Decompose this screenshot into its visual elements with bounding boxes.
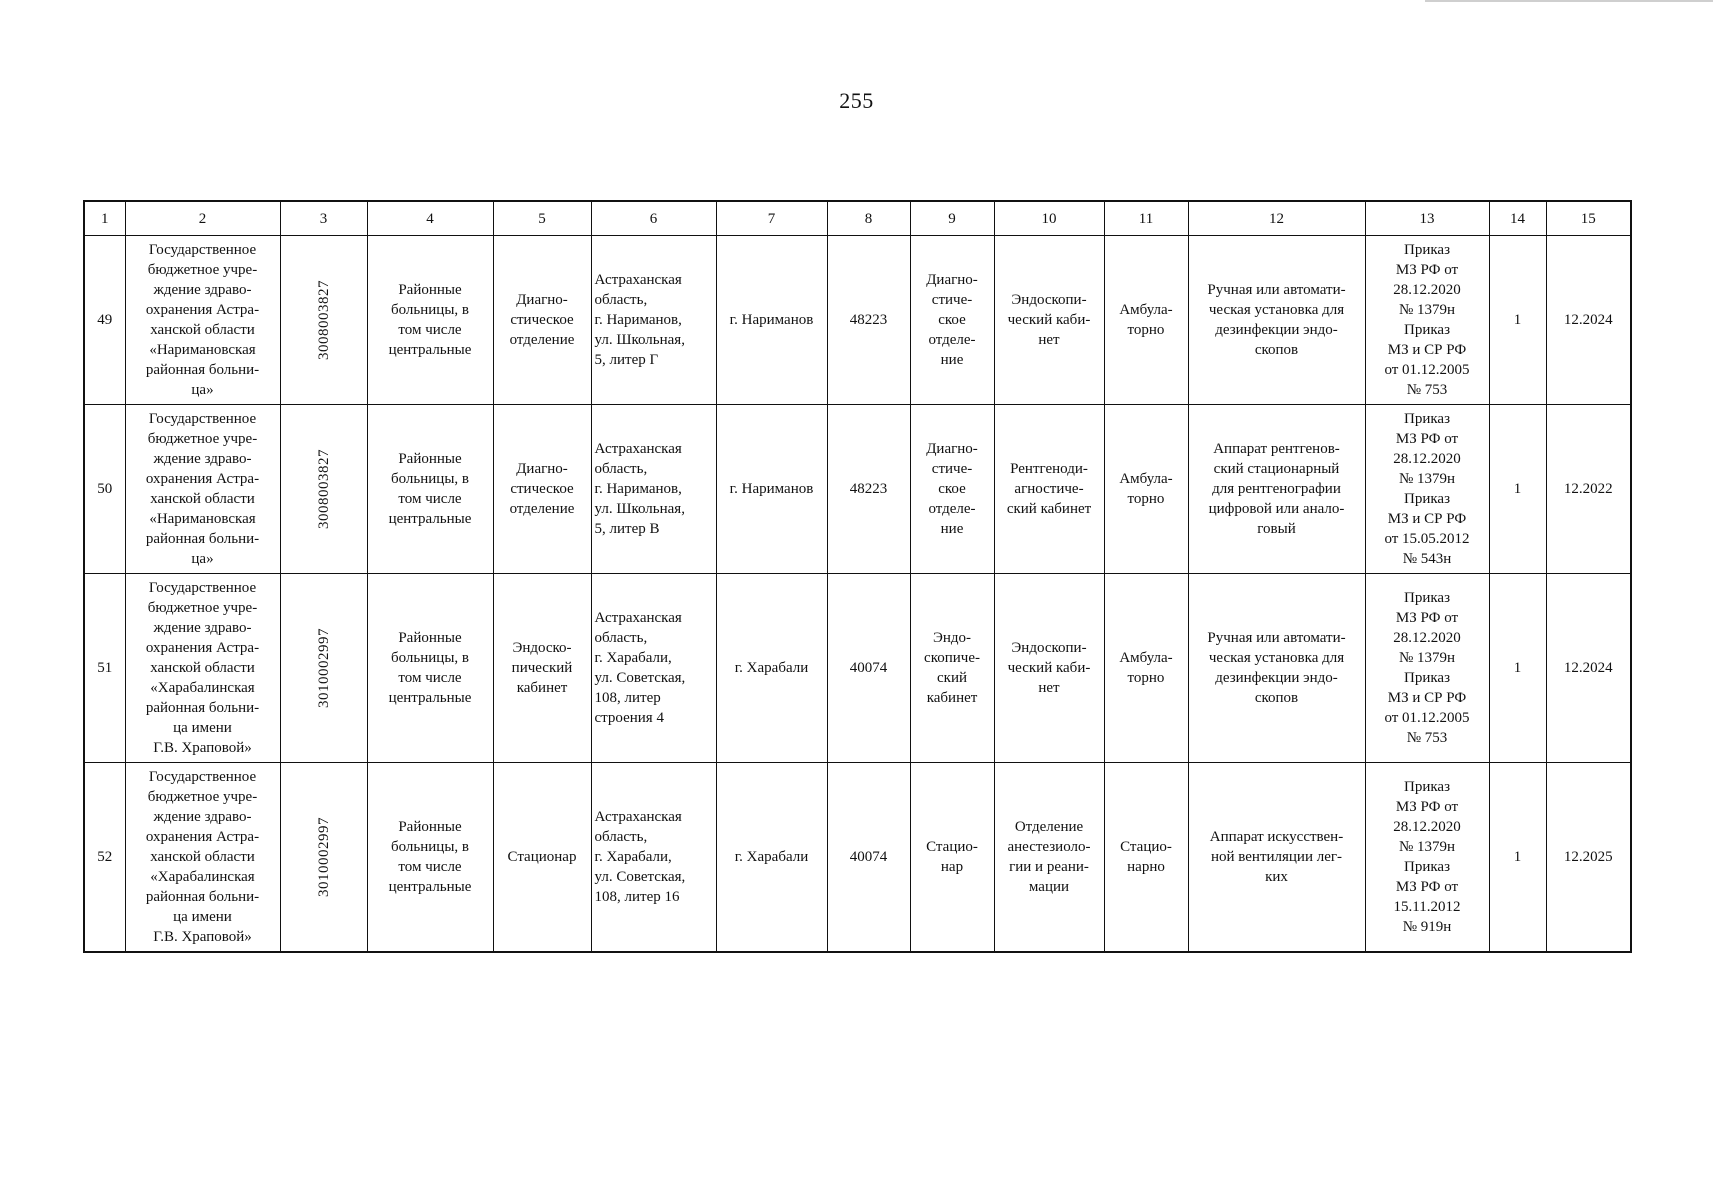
- delivery-date: 12.2022: [1546, 405, 1631, 574]
- equipment: Ручная или автомати- ческая установка для дезинфекции эндо- скопов: [1188, 236, 1365, 405]
- division: Стационар: [493, 763, 591, 953]
- care-mode: Стацио- нарно: [1104, 763, 1188, 953]
- equipment: Аппарат рентгенов- ский стационарный для рентгенографии цифровой или анало- говый: [1188, 405, 1365, 574]
- oktmo-code: 48223: [827, 405, 910, 574]
- column-number: 9: [910, 201, 994, 236]
- organization-code: [280, 236, 367, 405]
- city: г. Харабали: [716, 763, 827, 953]
- regulation-order: Приказ МЗ РФ от 28.12.2020 № 1379н Приказ МЗ и СР РФ от 01.12.2005 № 753: [1365, 236, 1489, 405]
- oktmo-code: 40074: [827, 574, 910, 763]
- organization-name: Государственное бюджетное учре- ждение здраво- охранения Астра- ханской области «Харабалинская районная больни- ца имени Г.В. Храповой»: [125, 574, 280, 763]
- city: г. Нариманов: [716, 236, 827, 405]
- row-number: 50: [84, 405, 125, 574]
- organization-code: [280, 763, 367, 953]
- division: Диагно- стическое отделение: [493, 236, 591, 405]
- oktmo-code: 40074: [827, 763, 910, 953]
- column-number: 5: [493, 201, 591, 236]
- quantity: 1: [1489, 574, 1546, 763]
- address: Астраханская область, г. Нариманов, ул. Школьная, 5, литер Г: [591, 236, 716, 405]
- row-number: 51: [84, 574, 125, 763]
- organization-code-text: 3008003827: [315, 449, 332, 529]
- delivery-date: 12.2025: [1546, 763, 1631, 953]
- column-number: 7: [716, 201, 827, 236]
- table-row: [84, 763, 1631, 953]
- column-number: 8: [827, 201, 910, 236]
- column-number: 11: [1104, 201, 1188, 236]
- column-number: 10: [994, 201, 1104, 236]
- quantity: 1: [1489, 763, 1546, 953]
- column-number-row: [84, 201, 1631, 236]
- quantity: 1: [1489, 236, 1546, 405]
- room: Эндоскопи- ческий каби- нет: [994, 236, 1104, 405]
- care-mode: Амбула- торно: [1104, 574, 1188, 763]
- column-number: 14: [1489, 201, 1546, 236]
- facility-type: Районные больницы, в том числе центральные: [367, 763, 493, 953]
- organization-name: Государственное бюджетное учре- ждение здраво- охранения Астра- ханской области «Наримановская районная больни- ца»: [125, 405, 280, 574]
- column-number: 1: [84, 201, 125, 236]
- structural-unit: Диагно- стиче- ское отделе- ние: [910, 405, 994, 574]
- column-number: 6: [591, 201, 716, 236]
- organization-name: Государственное бюджетное учре- ждение здраво- охранения Астра- ханской области «Наримановская районная больни- ца»: [125, 236, 280, 405]
- organization-code-text: 3010002997: [315, 817, 332, 897]
- room: Эндоскопи- ческий каби- нет: [994, 574, 1104, 763]
- page-number: 255: [839, 88, 874, 113]
- address: Астраханская область, г. Харабали, ул. Советская, 108, литер строения 4: [591, 574, 716, 763]
- division: Диагно- стическое отделение: [493, 405, 591, 574]
- delivery-date: 12.2024: [1546, 236, 1631, 405]
- column-number: 2: [125, 201, 280, 236]
- care-mode: Амбула- торно: [1104, 236, 1188, 405]
- equipment: Ручная или автомати- ческая установка для дезинфекции эндо- скопов: [1188, 574, 1365, 763]
- row-number: 49: [84, 236, 125, 405]
- organization-code: [280, 574, 367, 763]
- column-number: 3: [280, 201, 367, 236]
- regulation-order: Приказ МЗ РФ от 28.12.2020 № 1379н Приказ МЗ и СР РФ от 01.12.2005 № 753: [1365, 574, 1489, 763]
- regulation-order: Приказ МЗ РФ от 28.12.2020 № 1379н Приказ МЗ РФ от 15.11.2012 № 919н: [1365, 763, 1489, 953]
- facility-type: Районные больницы, в том числе центральные: [367, 574, 493, 763]
- city: г. Нариманов: [716, 405, 827, 574]
- room: Рентгеноди- агностиче- ский кабинет: [994, 405, 1104, 574]
- room: Отделение анестезиоло- гии и реани- мации: [994, 763, 1104, 953]
- organization-code-text: 3008003827: [315, 280, 332, 360]
- city: г. Харабали: [716, 574, 827, 763]
- column-number: 4: [367, 201, 493, 236]
- address: Астраханская область, г. Харабали, ул. Советская, 108, литер 16: [591, 763, 716, 953]
- equipment-registry-table: [83, 200, 1632, 953]
- scan-edge-mark: [1425, 0, 1713, 2]
- column-number: 13: [1365, 201, 1489, 236]
- column-number: 12: [1188, 201, 1365, 236]
- row-number: 52: [84, 763, 125, 953]
- table-row: [84, 236, 1631, 405]
- column-number: 15: [1546, 201, 1631, 236]
- organization-code-text: 3010002997: [315, 628, 332, 708]
- structural-unit: Эндо- скопиче- ский кабинет: [910, 574, 994, 763]
- table-row: [84, 574, 1631, 763]
- table-row: [84, 405, 1631, 574]
- organization-name: Государственное бюджетное учре- ждение здраво- охранения Астра- ханской области «Харабалинская районная больни- ца имени Г.В. Храповой»: [125, 763, 280, 953]
- facility-type: Районные больницы, в том числе центральные: [367, 405, 493, 574]
- division: Эндоско- пический кабинет: [493, 574, 591, 763]
- care-mode: Амбула- торно: [1104, 405, 1188, 574]
- oktmo-code: 48223: [827, 236, 910, 405]
- structural-unit: Диагно- стиче- ское отделе- ние: [910, 236, 994, 405]
- facility-type: Районные больницы, в том числе центральные: [367, 236, 493, 405]
- equipment: Аппарат искусствен- ной вентиляции лег- ких: [1188, 763, 1365, 953]
- structural-unit: Стацио- нар: [910, 763, 994, 953]
- delivery-date: 12.2024: [1546, 574, 1631, 763]
- regulation-order: Приказ МЗ РФ от 28.12.2020 № 1379н Приказ МЗ и СР РФ от 15.05.2012 № 543н: [1365, 405, 1489, 574]
- organization-code: [280, 405, 367, 574]
- address: Астраханская область, г. Нариманов, ул. Школьная, 5, литер В: [591, 405, 716, 574]
- quantity: 1: [1489, 405, 1546, 574]
